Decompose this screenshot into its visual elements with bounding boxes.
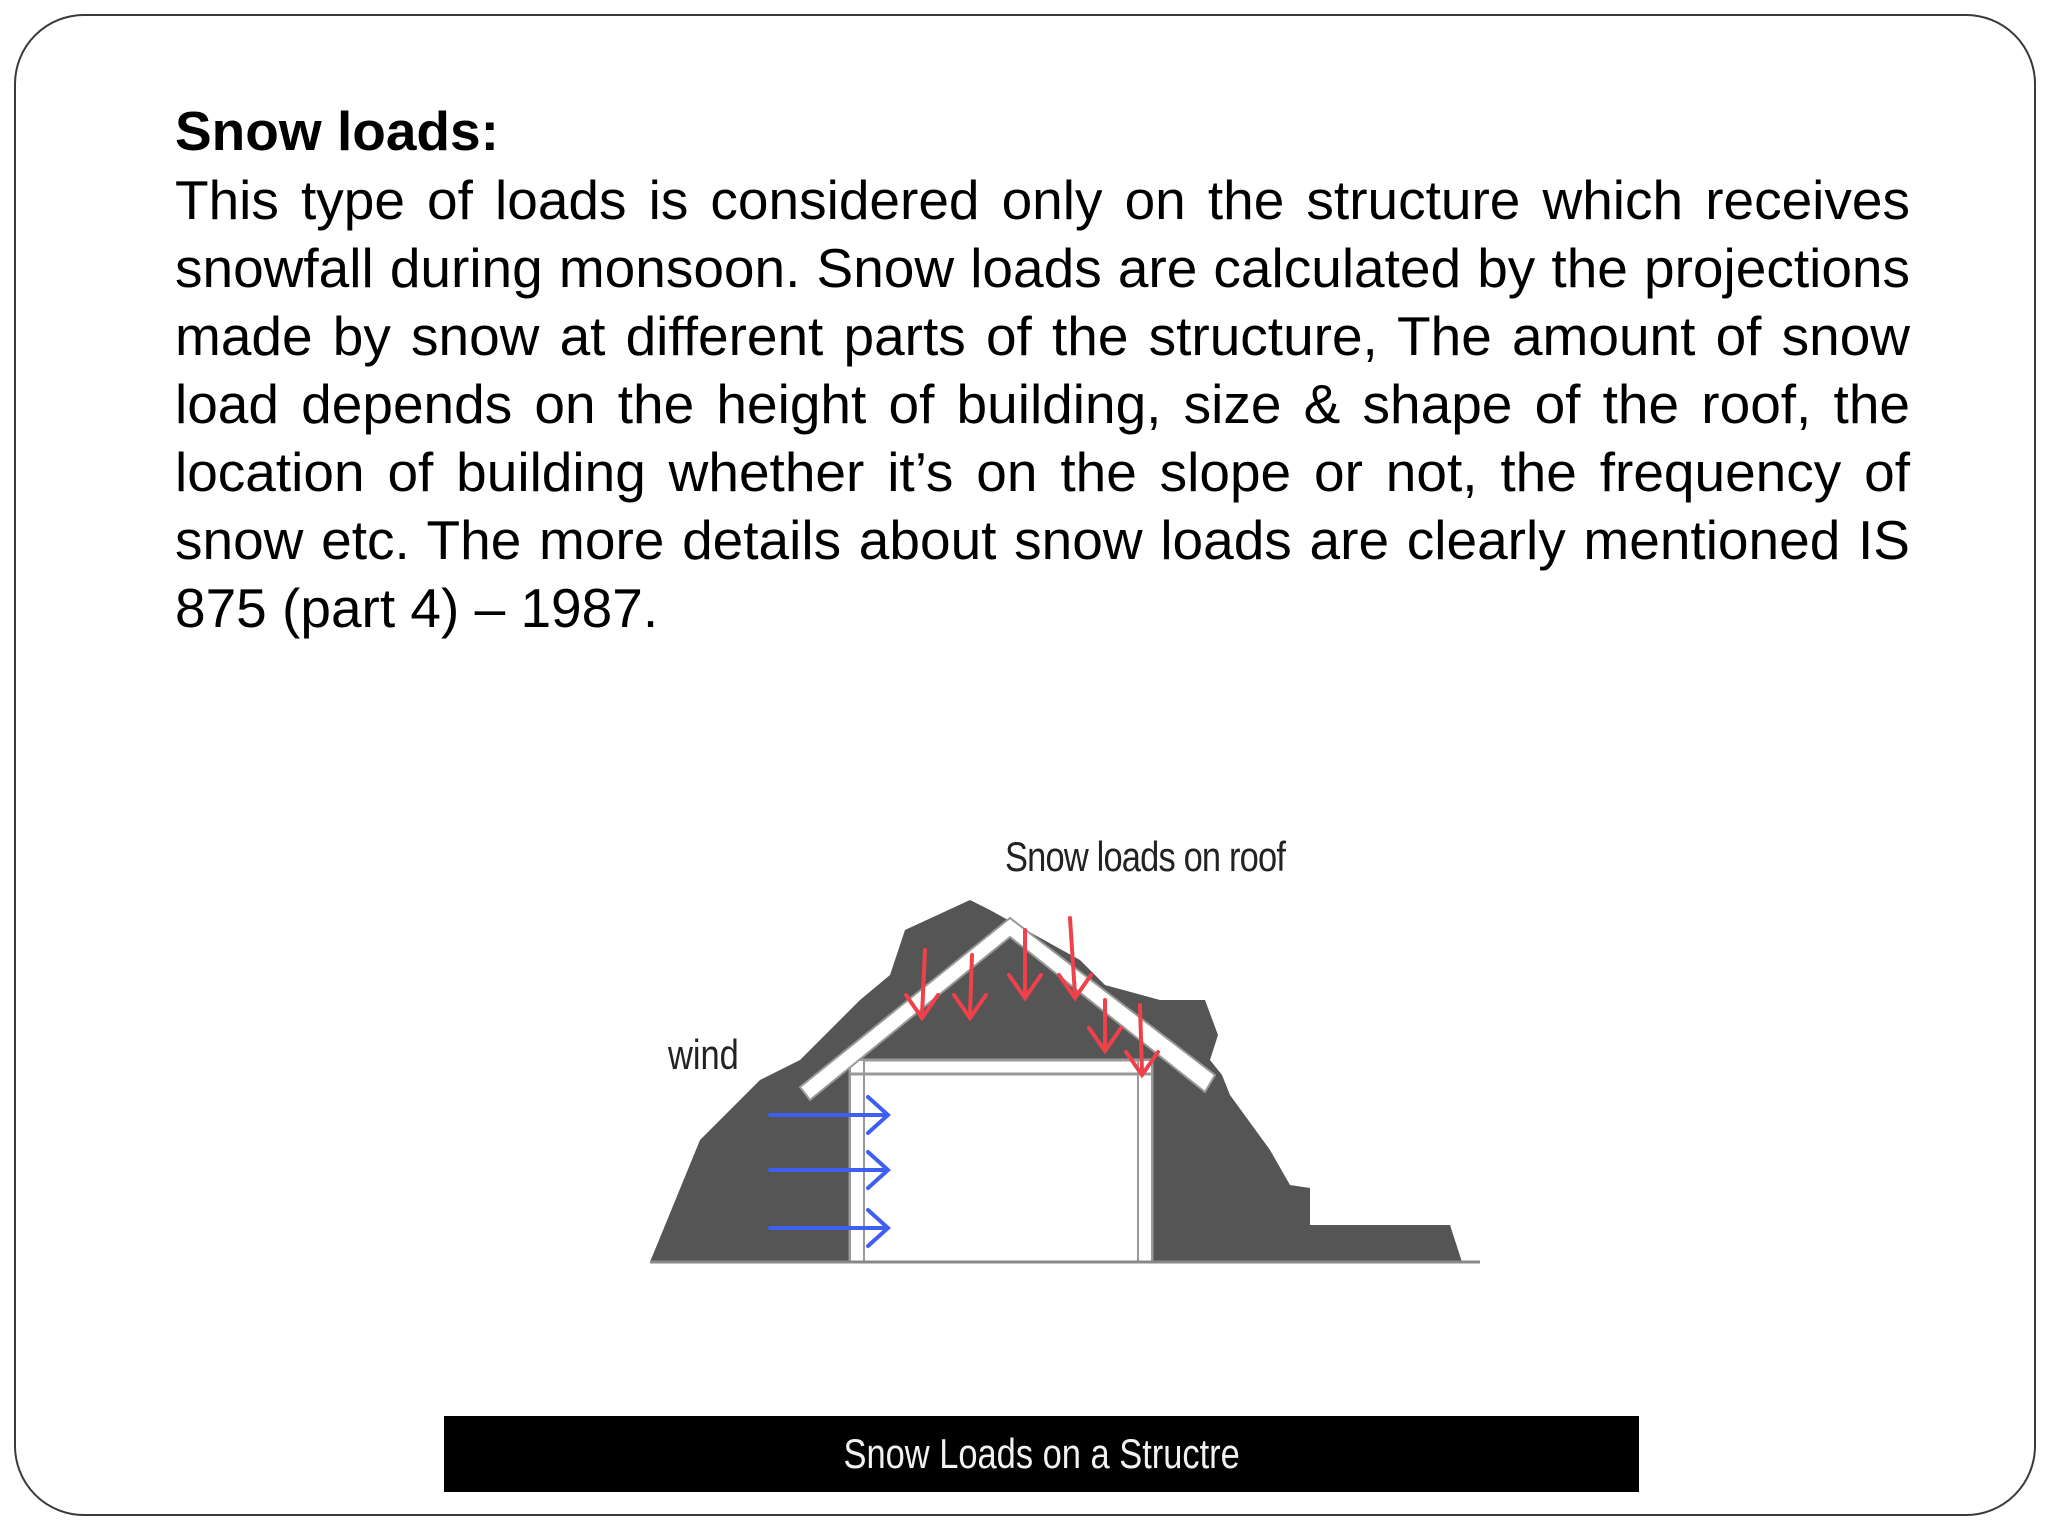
wind-label: wind <box>668 1031 739 1078</box>
diagram-title: Snow loads on roof <box>1005 833 1286 880</box>
caption-text-wrap <box>444 1416 1639 1492</box>
caption-text: Snow Loads on a Structre <box>843 1430 1240 1477</box>
building-wall-right <box>1138 1060 1152 1262</box>
slide-content <box>175 96 1910 642</box>
caption-bar <box>444 1416 1639 1492</box>
load-arrow <box>1140 1005 1142 1072</box>
load-arrow <box>970 955 972 1015</box>
building-interior <box>850 1060 1152 1262</box>
slide-heading: Snow loads: <box>175 100 499 162</box>
building-wall-left <box>850 1060 864 1262</box>
snow-load-diagram <box>640 830 1500 1270</box>
slide-body-text: This type of loads is considered only on the structure which receives snowfall during monsoon. Snow loads are calculated by the projections made by snow at different parts of the structure, The amount of snow load depends on the height of building, size & shape of the roof, the location of building whether it’s on the slope or not, the frequency of snow etc. The more details about snow loads are clearly mentioned IS 875 (part 4) – 1987. <box>175 169 1910 639</box>
